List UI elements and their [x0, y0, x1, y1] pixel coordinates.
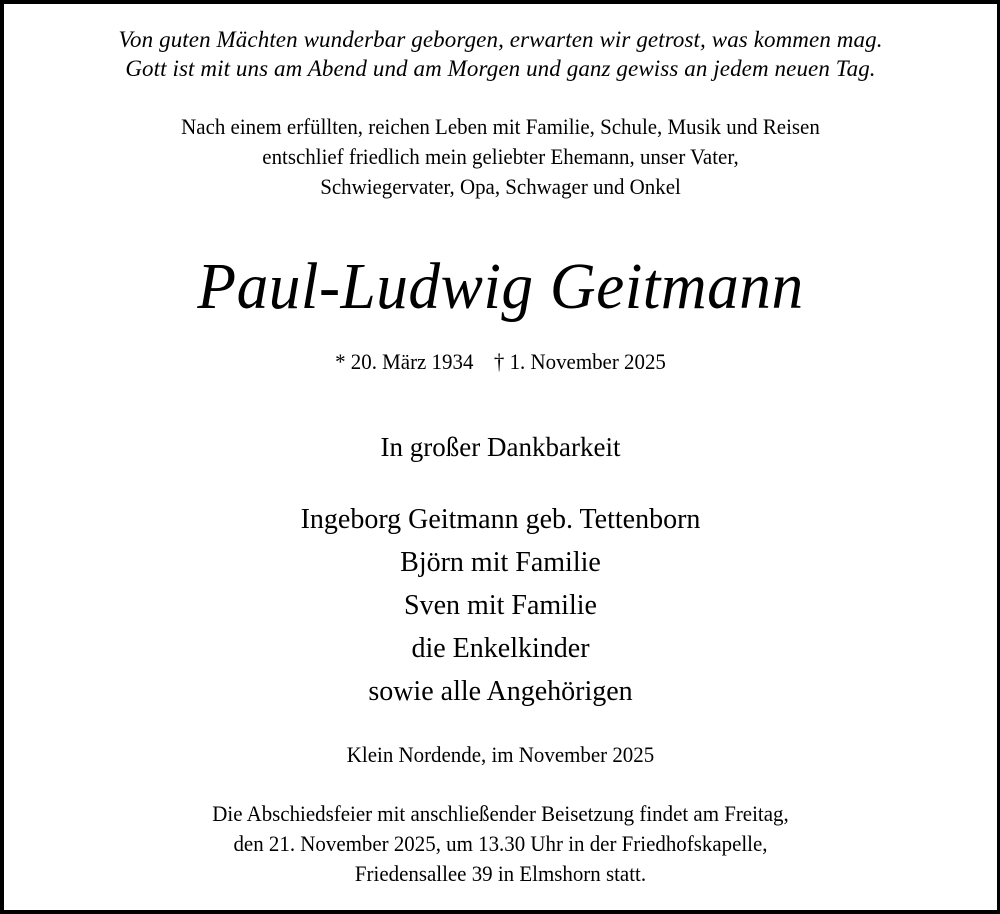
birth-date: * 20. März 1934 — [335, 349, 474, 374]
funeral-info-line-2: den 21. November 2025, um 13.30 Uhr in der Friedhofskapelle, — [233, 831, 768, 856]
mourner-5: sowie alle Angehörigen — [368, 676, 633, 707]
motto-line-1: Von guten Mächten wunderbar geborgen, erwarten wir getrost, was kommen mag. — [118, 27, 883, 52]
obituary-notice — [4, 4, 997, 910]
funeral-info-line-1: Die Abschiedsfeier mit anschließender Beisetzung findet am Freitag, — [212, 801, 789, 826]
intro-line-1: Nach einem erfüllten, reichen Leben mit Familie, Schule, Musik und Reisen — [181, 114, 820, 139]
mourner-1: Ingeborg Geitmann geb. Tettenborn — [300, 504, 701, 535]
mourner-4: die Enkelkinder — [411, 633, 590, 664]
thanks-heading: In großer Dankbarkeit — [380, 432, 621, 462]
motto-line-2: Gott ist mit uns am Abend und am Morgen und ganz gewiss an jedem neuen Tag. — [125, 56, 876, 81]
mourner-3: Sven mit Familie — [404, 590, 597, 621]
funeral-info-line-3: Friedensallee 39 in Elmshorn statt. — [354, 861, 647, 886]
place-date: Klein Nordende, im November 2025 — [346, 742, 655, 767]
mourner-2: Björn mit Familie — [400, 547, 601, 578]
intro-line-2: entschlief friedlich mein geliebter Ehemann, unser Vater, — [262, 144, 739, 169]
life-dates — [39, 349, 962, 375]
deceased-name: Paul-Ludwig Geitmann — [197, 250, 804, 323]
intro-line-3: Schwiegervater, Opa, Schwager und Onkel — [320, 174, 681, 199]
death-date: † 1. November 2025 — [493, 349, 666, 374]
